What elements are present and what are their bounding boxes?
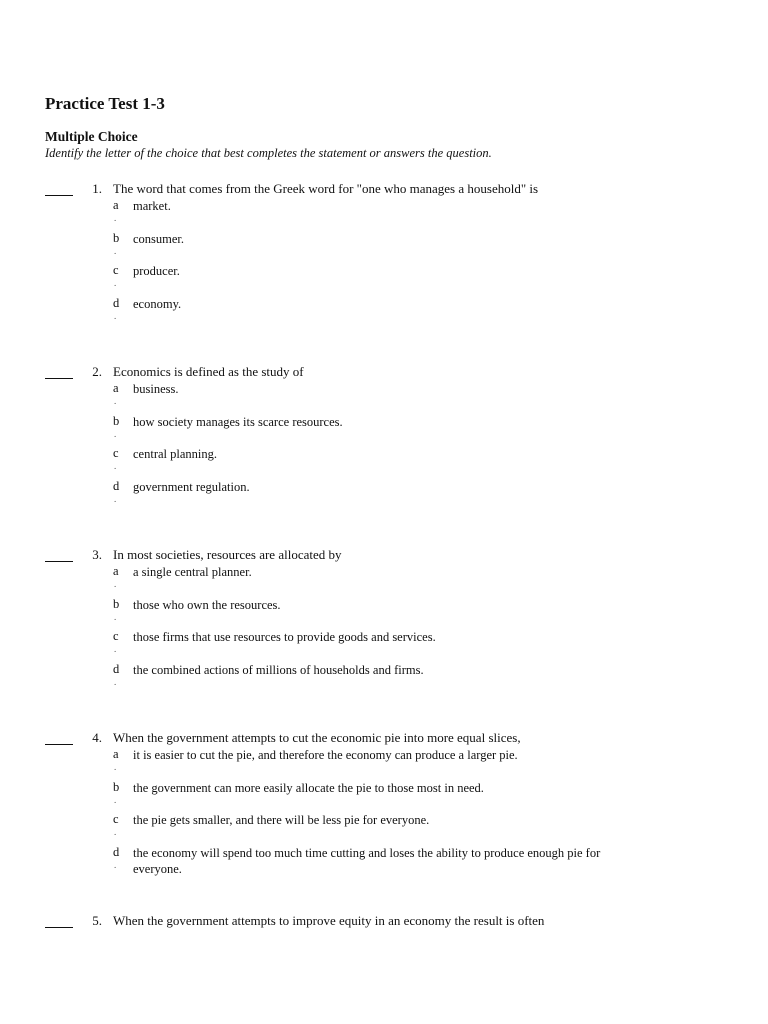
choice-letter: c xyxy=(113,812,119,826)
choice-letter: b xyxy=(113,780,120,794)
choice-text: producer. xyxy=(133,264,180,278)
choice-letter: d xyxy=(113,845,120,859)
choice-dot: . xyxy=(114,246,117,256)
answer-blank[interactable] xyxy=(45,547,73,562)
question-number: 2. xyxy=(92,364,102,379)
answer-blank[interactable] xyxy=(45,730,73,745)
choice-letter: c xyxy=(113,629,119,643)
choice-letter: a xyxy=(113,198,119,212)
choice-letter: a xyxy=(113,564,119,578)
choice-text: the government can more easily allocate the pie to those most in need. xyxy=(133,781,484,795)
choice-dot: . xyxy=(114,461,117,471)
question-text: In most societies, resources are allocated by xyxy=(113,547,342,562)
choice-text: consumer. xyxy=(133,232,185,246)
choice-dot: . xyxy=(114,396,117,406)
choice-dot: . xyxy=(114,278,117,288)
choice-dot: . xyxy=(114,827,117,837)
answer-blank[interactable] xyxy=(45,364,73,379)
choice-letter: d xyxy=(113,662,120,676)
choice-dot: . xyxy=(114,677,117,687)
choice-letter: d xyxy=(113,479,120,493)
choice-dot: . xyxy=(114,762,117,772)
answer-blank[interactable] xyxy=(45,181,73,196)
question-number: 4. xyxy=(92,730,102,745)
section-title: Multiple Choice xyxy=(45,129,138,144)
question-number: 5. xyxy=(92,913,102,928)
choice-text: a single central planner. xyxy=(133,565,252,579)
choice-letter: d xyxy=(113,296,120,310)
choice-letter: b xyxy=(113,597,120,611)
page-title: Practice Test 1-3 xyxy=(45,94,165,113)
question-text: When the government attempts to cut the economic pie into more equal slices, xyxy=(113,730,521,745)
instructions-text: Identify the letter of the choice that best completes the statement or answers the question. xyxy=(45,146,492,160)
answer-blank[interactable] xyxy=(45,913,73,928)
choice-letter: a xyxy=(113,381,119,395)
choice-dot: . xyxy=(114,311,117,321)
choice-text: the pie gets smaller, and there will be less pie for everyone. xyxy=(133,813,430,827)
choice-dot: . xyxy=(114,644,117,654)
choice-text: market. xyxy=(133,199,171,213)
choice-dot: . xyxy=(114,860,117,870)
choice-text: central planning. xyxy=(133,447,217,461)
choice-dot: . xyxy=(114,494,117,504)
choice-dot: . xyxy=(114,795,117,805)
choice-text: business. xyxy=(133,382,179,396)
question-number: 1. xyxy=(92,181,102,196)
choice-text: the combined actions of millions of households and firms. xyxy=(133,663,424,677)
question-number: 3. xyxy=(92,547,102,562)
choice-letter: c xyxy=(113,446,119,460)
choice-text: the economy will spend too much time cutting and loses the ability to produce enough pie for everyone. xyxy=(133,846,601,876)
question-text: Economics is defined as the study of xyxy=(113,364,304,379)
choice-dot: . xyxy=(114,612,117,622)
choice-dot: . xyxy=(114,429,117,439)
choice-text: those firms that use resources to provide goods and services. xyxy=(133,630,436,644)
choice-text: those who own the resources. xyxy=(133,598,281,612)
choice-letter: b xyxy=(113,231,120,245)
choice-text: government regulation. xyxy=(133,480,250,494)
choice-letter: c xyxy=(113,263,119,277)
choice-text: how society manages its scarce resources. xyxy=(133,415,343,429)
choice-text: economy. xyxy=(133,297,182,311)
choice-letter: b xyxy=(113,414,120,428)
question-text: The word that comes from the Greek word for "one who manages a household" is xyxy=(113,181,539,196)
choice-letter: a xyxy=(113,747,119,761)
question-text: When the government attempts to improve equity in an economy the result is often xyxy=(113,913,545,928)
choice-text: it is easier to cut the pie, and therefore the economy can produce a larger pie. xyxy=(133,748,518,762)
choice-dot: . xyxy=(114,213,117,223)
choice-dot: . xyxy=(114,579,117,589)
